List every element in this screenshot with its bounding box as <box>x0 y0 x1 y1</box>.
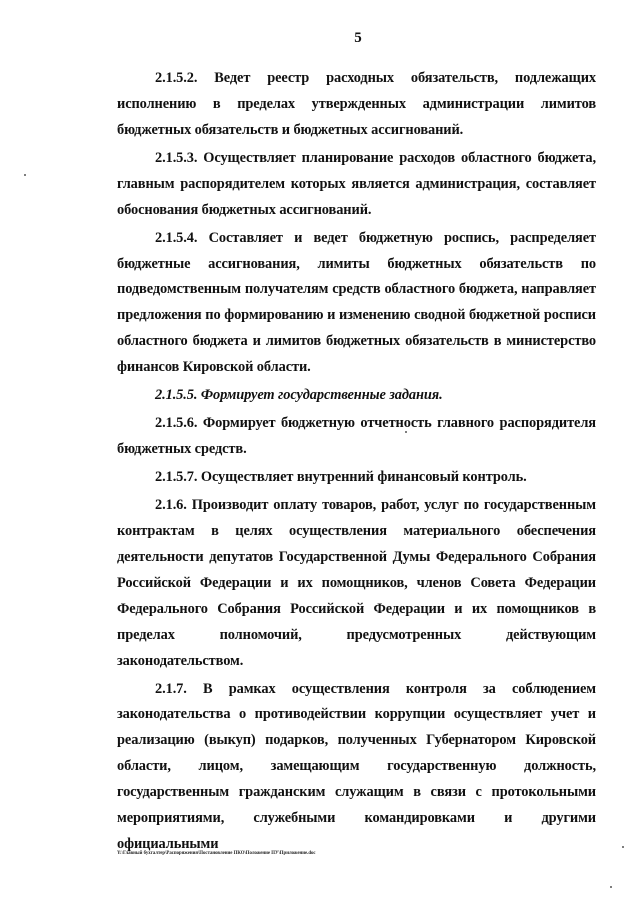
page-number: 5 <box>354 30 362 46</box>
paragraph-2-1-5-2: 2.1.5.2. Ведет реестр расходных обязательств, подлежащих исполнению в пределах утвержденных администрации лимитов бюджетных обязательств и бюджетных ассигнований. <box>117 70 596 138</box>
scan-speck <box>24 174 26 176</box>
scan-speck <box>622 846 624 848</box>
paragraph-2-1-5-6: 2.1.5.6. Формирует бюджетную отчетность главного распорядителя бюджетных средств. <box>117 415 596 458</box>
footer-file-path: Y:\Главный бухгалтер\Распоряжения\Постановление ПКО\Положение ПУ\Приложение.doc <box>117 851 316 856</box>
paragraph-2-1-5-5: 2.1.5.5. Формирует государственные задания. <box>155 387 443 404</box>
paragraph-2-1-7: 2.1.7. В рамках осуществления контроля за соблюдением законодательства о противодействии коррупции осуществляет учет и реализацию (выкуп) подарков, полученных Губернатором Кировской области, лицом, замещающим государственную должность, государственным гражданским служащим в связи с протокольными мероприятиями, служебными командировками и другими официальными <box>117 680 596 852</box>
paragraph-2-1-5-7: 2.1.5.7. Осуществляет внутренний финансовый контроль. <box>155 469 527 486</box>
paragraph-2-1-5-3: 2.1.5.3. Осуществляет планирование расходов областного бюджета, главным распорядителем которых является администрация, составляет обоснования бюджетных ассигнований. <box>117 149 596 218</box>
paragraph-2-1-5-4: 2.1.5.4. Составляет и ведет бюджетную роспись, распределяет бюджетные ассигнования, лимиты бюджетных обязательств по подведомственным получателям средств областного бюджета, направляет предложения по формированию и изменению сводной бюджетной росписи областного бюджета и лимитов бюджетных обязательств в министерство финансов Кировской области. <box>117 229 596 376</box>
paragraph-2-1-6: 2.1.6. Производит оплату товаров, работ, услуг по государственным контрактам в целях осуществления материального обеспечения деятельности депутатов Государственной Думы Федерального Собрания Российской Федерации и их помощников, членов Совета Федерации Федерального Собрания Российской Федерации и их помощников в пределах полномочий, предусмотренных действующим законодательством. <box>117 497 596 669</box>
scan-speck <box>405 431 407 433</box>
document-body <box>117 66 596 860</box>
scan-speck <box>610 886 612 888</box>
